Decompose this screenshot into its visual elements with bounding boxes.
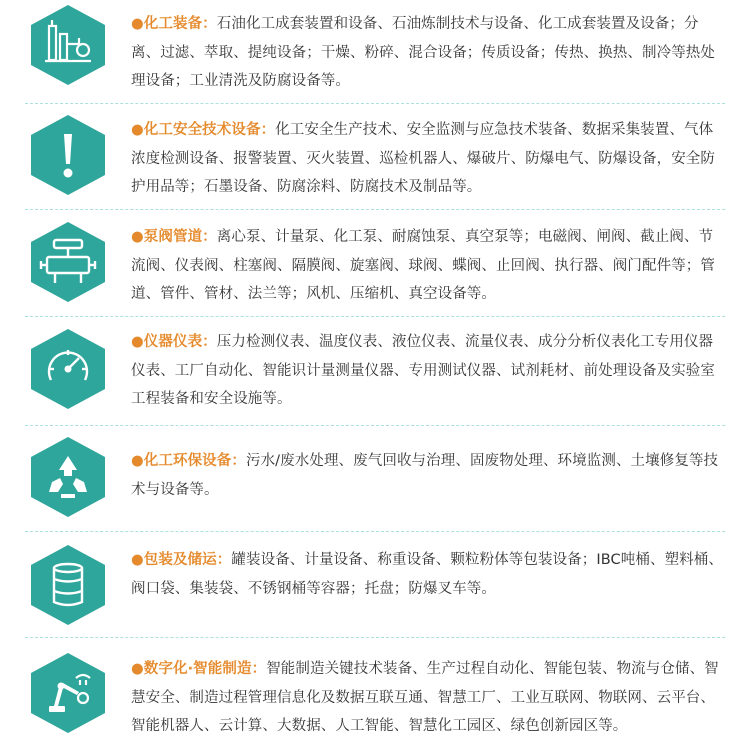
category-bullet: ● — [131, 229, 144, 245]
category-description: 污水/废水处理、废气回收与治理、固废物处理、环境监测、土壤修复等技术与设备等。 — [131, 453, 719, 498]
hexagon-badge — [27, 544, 109, 626]
hexagon-badge — [27, 328, 109, 410]
category-description: 化工安全生产技术、安全监测与应急技术装备、数据采集装置、气体浓度检测设备、报警装置、灭火装置、巡检机器人、爆破片、防爆电气、防爆设备，安全防护用品等；石墨设备、防腐涂料、防腐技术及制品等。 — [131, 122, 715, 195]
category-description: 智能制造关键技术装备、生产过程自动化、智能包装、物流与仓储、智慧安全、制造过程管理信息化及数据互联互通、智慧工厂、工业互联网、物联网、云平台、智能机器人、云计算、大数据、人工智能、智慧化工园区、绿色创新园区等。 — [131, 661, 719, 734]
hexagon-badge — [27, 652, 109, 734]
hexagon-badge — [27, 221, 109, 303]
category-bullet: ● — [131, 122, 144, 138]
divider — [25, 209, 725, 210]
valve-pipe-icon — [27, 221, 109, 303]
category-title: 数字化·智能制造： — [143, 661, 267, 677]
robot-arm-icon — [27, 652, 109, 734]
recycle-icon — [27, 436, 109, 518]
barrel-icon — [27, 544, 109, 626]
divider — [25, 103, 725, 104]
category-bullet: ● — [131, 16, 144, 32]
category-bullet: ● — [131, 334, 144, 350]
category-title: 化工环保设备： — [143, 453, 246, 469]
category-description: 罐装设备、计量设备、称重设备、颗粒粉体等包装设备；IBC吨桶、塑料桶、阀口袋、集装袋、不锈钢桶等容器；托盘；防爆叉车等。 — [131, 552, 723, 597]
category-description: 石油化工成套装置和设备、石油炼制技术与设备、化工成套装置及设备；分离、过滤、萃取、提纯设备；干燥、粉碎、混合设备；传质设备；传热、换热、制冷等热处理设备；工业清洗及防腐设备等。 — [131, 16, 715, 89]
category-description: 离心泵、计量泵、化工泵、耐腐蚀泵、真空泵等；电磁阀、闸阀、截止阀、节流阀、仪表阀、柱塞阀、隔膜阀、旋塞阀、球阀、蝶阀、止回阀、执行器、阀门配件等；管道、管件、管材、法兰等；风机、压缩机、真空设备等。 — [131, 229, 715, 302]
hexagon-badge — [27, 436, 109, 518]
category-description: 压力检测仪表、温度仪表、液位仪表、流量仪表、成分分析仪表化工专用仪器仪表、工厂自动化、智能识计量测量仪器、专用测试仪器、试剂耗材、前处理设备及实验室工程装备和安全设施等。 — [131, 334, 715, 407]
category-bullet: ● — [131, 661, 144, 677]
category-title: 化工安全技术设备： — [143, 122, 276, 138]
category-bullet: ● — [131, 552, 144, 568]
category-title: 仪器仪表： — [143, 334, 217, 350]
category-title: 泵阀管道： — [143, 229, 217, 245]
divider — [25, 425, 725, 426]
category-title: 包装及储运： — [143, 552, 232, 568]
category-title: 化工装备： — [143, 16, 217, 32]
hexagon-badge — [27, 4, 109, 86]
exclamation-icon — [27, 114, 109, 196]
divider — [25, 637, 725, 638]
gauge-icon — [27, 328, 109, 410]
hexagon-badge — [27, 114, 109, 196]
divider — [25, 316, 725, 317]
category-bullet: ● — [131, 453, 144, 469]
divider — [25, 531, 725, 532]
refinery-plant-icon — [27, 4, 109, 86]
